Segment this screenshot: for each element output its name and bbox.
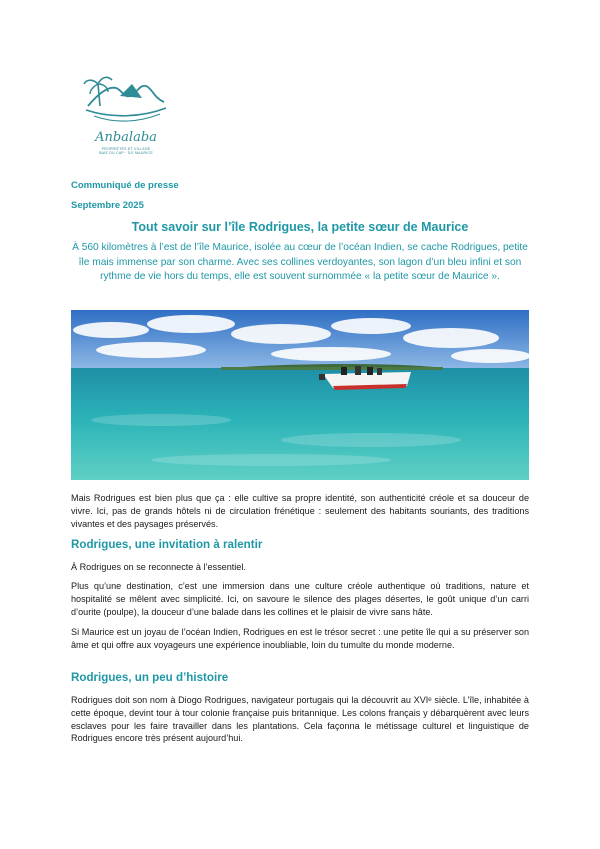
lagoon-photo-illustration: [71, 310, 529, 480]
paragraph-identity: Mais Rodrigues est bien plus que ça : elle cultive sa propre identité, son authenticité créole et sa douceur de vivre. Ici, pas de grands hôtels ni de circulation frénétique : seulement des habitants souriants, des traditions vivantes et des paysages préservés.: [71, 493, 529, 529]
paragraph-secret-treasure: Si Maurice est un joyau de l’océan Indien, Rodrigues en est le trésor secret : une petite île qui a su préserver son âme et qui offre aux voyageurs une expérience inoubliable, loin du tumulte du monde moderne.: [71, 627, 529, 650]
release-date: Septembre 2025: [71, 200, 144, 211]
section-heading-slow-down: Rodrigues, une invitation à ralentir: [71, 538, 263, 551]
paragraph-history: Rodrigues doit son nom à Diogo Rodrigues, navigateur portugais qui la découvrit au XVIᵉ siècle. L’île, inhabitée à cette époque, devint tour à tour colonie française puis britannique. Les colons français y débarquèrent avec leurs esclaves pour les faire travailler dans les plantations. Cela façonna le métissage culturel et linguistique de Rodrigues encore très présent aujourd’hui.: [71, 695, 529, 744]
press-release-label: Communiqué de presse: [71, 180, 179, 191]
article-title: Tout savoir sur l’île Rodrigues, la petite sœur de Maurice: [131, 220, 469, 234]
anbalaba-logo: [80, 74, 172, 166]
logo-brand-name: Anbalaba: [95, 130, 157, 145]
logo-tagline-line1: PROPRIÉTÉS ET VILLAGE: [101, 147, 151, 151]
paragraph-reconnect: À Rodrigues on se reconnecte à l’essentiel.: [71, 562, 246, 572]
island-palm-logo-icon: [80, 74, 172, 134]
logo-tagline-line2: BAIE DU CAP · ÎLE MAURICE: [99, 151, 153, 156]
lagoon-boat-photo: [71, 310, 529, 480]
article-intro: À 560 kilomètres à l’est de l’île Maurice, isolée au cœur de l’océan Indien, se cache Rodrigues, petite île mais immense par son charme. Avec ses collines verdoyantes, son lagon d’un bleu infini et son rythme de vie hors du temps, elle est souvent surnommée « la petite sœur de Maurice ».: [72, 242, 528, 283]
logo-tagline: [80, 147, 172, 156]
paragraph-immersion: Plus qu’une destination, c’est une immersion dans une culture créole authentique où traditions, nature et hospitalité se mêlent avec simplicité. Ici, on savoure le silence des plages désertes, le goût unique d’un carri d’ourite (poulpe), la douceur d’une balade dans les collines et le plaisir de vivre sans hâte.: [71, 581, 529, 617]
section-heading-history: Rodrigues, un peu d’histoire: [71, 671, 229, 684]
